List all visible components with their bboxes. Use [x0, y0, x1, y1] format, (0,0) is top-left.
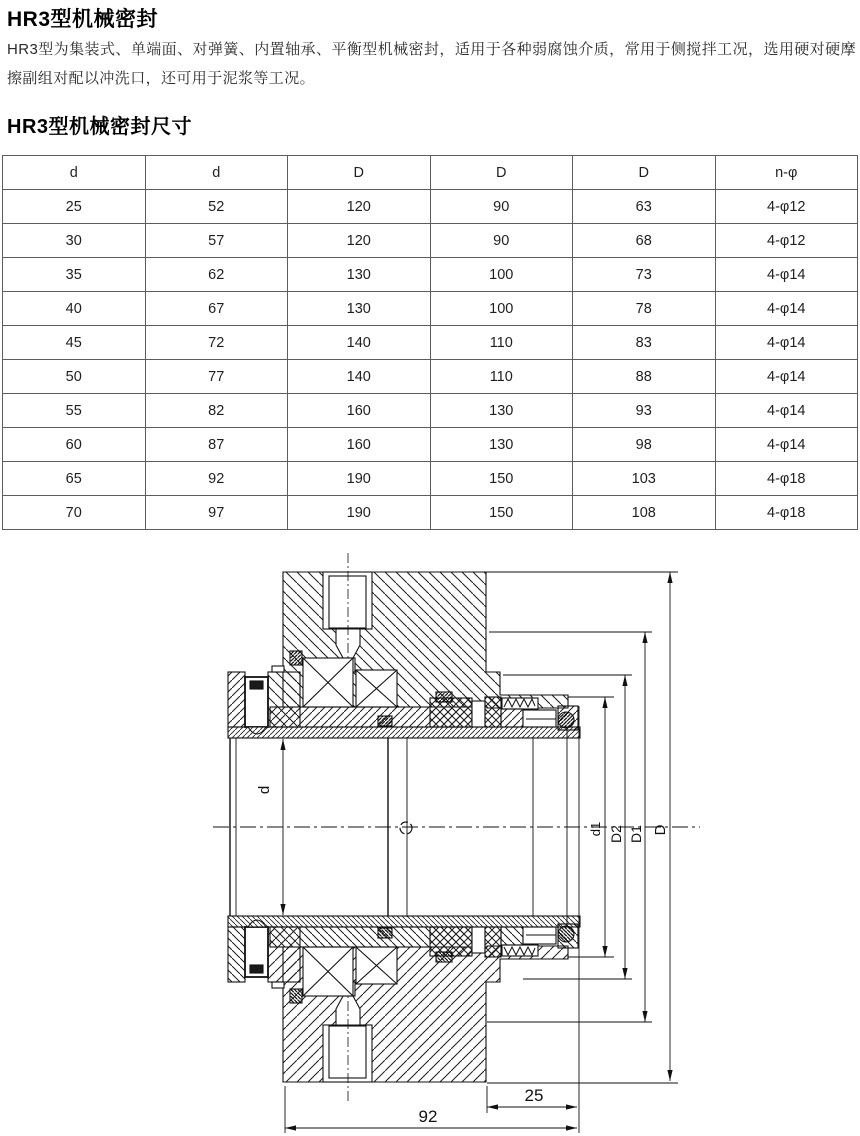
drawing-area	[0, 545, 860, 1136]
table-cell: 103	[573, 462, 716, 496]
table-cell: 130	[288, 258, 431, 292]
set-screw-head	[250, 681, 263, 689]
dimensions-table-body	[3, 190, 858, 530]
table-cell: 35	[3, 258, 146, 292]
table-cell: 30	[3, 224, 146, 258]
table-cell: 52	[145, 190, 288, 224]
table-cell: 60	[3, 428, 146, 462]
table-row	[3, 258, 858, 292]
dim-label-d: d	[256, 785, 273, 795]
dim-d-arrow-down	[280, 904, 285, 915]
table-cell: 130	[288, 292, 431, 326]
table-cell: 4-φ14	[715, 258, 858, 292]
table-row	[3, 394, 858, 428]
table-row	[3, 462, 858, 496]
table-cell: 90	[430, 190, 573, 224]
table-cell: 140	[288, 360, 431, 394]
table-cell: 93	[573, 394, 716, 428]
table-cell: 4-φ14	[715, 360, 858, 394]
drive-collar-left	[228, 672, 245, 727]
table-row	[3, 428, 858, 462]
table-cell: 4-φ14	[715, 292, 858, 326]
table-header-cell: D	[430, 156, 573, 190]
table-cell: 87	[145, 428, 288, 462]
table-cell: 4-φ14	[715, 394, 858, 428]
bolt-head	[329, 576, 366, 628]
table-cell: 110	[430, 326, 573, 360]
center-mark	[400, 822, 412, 834]
retainer-key	[290, 651, 302, 665]
table-section-title: HR3型机械密封尺寸	[7, 116, 193, 138]
table-cell: 83	[573, 326, 716, 360]
table-header-cell: D	[573, 156, 716, 190]
table-cell: 73	[573, 258, 716, 292]
table-cell: 50	[3, 360, 146, 394]
table-cell: 78	[573, 292, 716, 326]
table-cell: 97	[145, 496, 288, 530]
table-cell: 120	[288, 224, 431, 258]
table-header-cell: D	[288, 156, 431, 190]
dimensions-table-head	[3, 156, 858, 190]
dim-label-D1: D1	[628, 825, 644, 843]
collar-tab	[272, 666, 284, 672]
table-row	[3, 496, 858, 530]
table-cell: 98	[573, 428, 716, 462]
table-cell: 62	[145, 258, 288, 292]
table-cell: 55	[3, 394, 146, 428]
table-row	[3, 326, 858, 360]
spring-push-ring	[501, 709, 523, 727]
table-cell: 45	[3, 326, 146, 360]
table-cell: 150	[430, 462, 573, 496]
table-cell: 25	[3, 190, 146, 224]
table-cell: 100	[430, 258, 573, 292]
table-header-cell: d	[3, 156, 146, 190]
seal-assembly-top-half	[228, 553, 580, 738]
table-cell: 92	[145, 462, 288, 496]
seal-assembly-bottom-half	[228, 916, 580, 1101]
table-cell: 40	[3, 292, 146, 326]
table-cell: 130	[430, 394, 573, 428]
table-row	[3, 360, 858, 394]
table-header-row	[3, 156, 858, 190]
table-cell: 4-φ12	[715, 190, 858, 224]
dim-label-d1: d1	[588, 821, 603, 837]
table-cell: 77	[145, 360, 288, 394]
table-header-cell: d	[145, 156, 288, 190]
table-cell: 72	[145, 326, 288, 360]
table-cell: 65	[3, 462, 146, 496]
mating-seal-ring	[485, 697, 501, 727]
table-cell: 140	[288, 326, 431, 360]
table-cell: 160	[288, 394, 431, 428]
table-cell: 110	[430, 360, 573, 394]
table-header-cell: n-φ	[715, 156, 858, 190]
table-cell: 160	[288, 428, 431, 462]
sleeve-o-ring	[378, 716, 392, 726]
table-cell: 67	[145, 292, 288, 326]
dimensions-table	[2, 155, 858, 530]
dim-label-D2: D2	[608, 825, 624, 843]
table-cell: 4-φ18	[715, 462, 858, 496]
table-cell: 108	[573, 496, 716, 530]
seat-o-ring	[558, 712, 574, 728]
table-cell: 4-φ14	[715, 428, 858, 462]
face-spacer	[472, 701, 485, 727]
page-title: HR3型机械密封	[7, 8, 159, 31]
table-cell: 70	[3, 496, 146, 530]
dim-label-92: 92	[418, 1107, 438, 1126]
table-cell: 4-φ14	[715, 326, 858, 360]
table-cell: 100	[430, 292, 573, 326]
table-cell: 57	[145, 224, 288, 258]
table-cell: 120	[288, 190, 431, 224]
table-cell: 190	[288, 462, 431, 496]
table-row	[3, 190, 858, 224]
table-row	[3, 292, 858, 326]
drive-pin-block	[436, 692, 452, 702]
table-cell: 190	[288, 496, 431, 530]
dim-d-arrow-up	[280, 739, 285, 750]
table-cell: 130	[430, 428, 573, 462]
dim-label-25: 25	[524, 1086, 544, 1105]
shaft-sleeve	[228, 727, 580, 738]
product-description: HR3型为集装式、单端面、对弹簧、内置轴承、平衡型机械密封，适用于各种弱腐蚀介质，常用于侧搅拌工况，选用硬对硬摩擦副组对配以冲洗口，还可用于泥浆等工况。	[7, 41, 856, 87]
table-cell: 90	[430, 224, 573, 258]
table-cell: 4-φ12	[715, 224, 858, 258]
table-cell: 82	[145, 394, 288, 428]
table-cell: 4-φ18	[715, 496, 858, 530]
dim-label-D: D	[652, 824, 669, 836]
table-row	[3, 224, 858, 258]
table-cell: 63	[573, 190, 716, 224]
table-cell: 150	[430, 496, 573, 530]
seal-cross-section-drawing	[0, 545, 860, 1136]
table-cell: 68	[573, 224, 716, 258]
table-cell: 88	[573, 360, 716, 394]
